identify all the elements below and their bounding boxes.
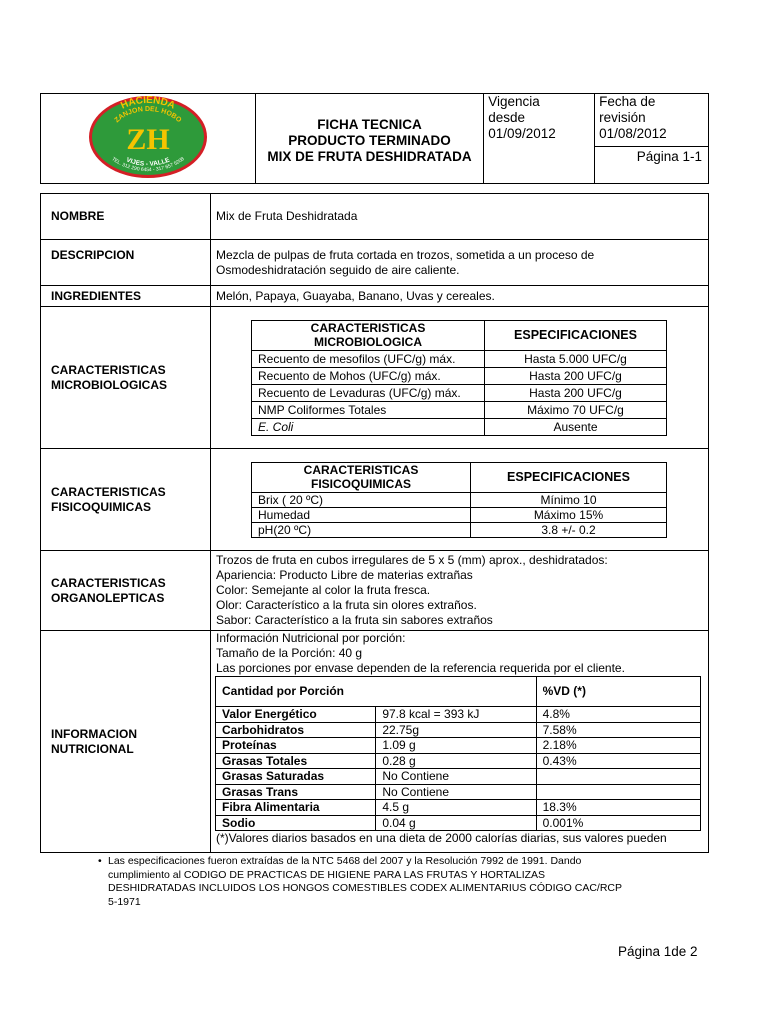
table-row [216,753,701,769]
fisico-label-line1: CARACTERISTICAS [51,484,166,499]
nutricional-intro-line: Información Nutricional por porción: [216,631,406,645]
nutrient-amount: 1.09 g [376,738,536,754]
nutrient-amount: 0.04 g [376,815,536,831]
table-row [252,522,667,537]
nutricional-cell [211,631,709,853]
footer-note-line2: cumplimiento al CODIGO DE PRACTICAS DE HIGIENE PARA LAS FRUTAS Y HORTALIZAS [108,868,546,881]
micro-name: Recuento de Levaduras (UFC/g) máx. [252,384,485,401]
table-row [252,384,667,401]
organo-line: Trozos de fruta en cubos irregulares de 5 x 5 (mm) aprox., deshidratados: [216,553,608,567]
row-fisico [41,449,709,551]
nutrient-amount: 4.5 g [376,800,536,816]
nutrient-amount: No Contiene [376,784,536,800]
row-nutricional [41,631,709,853]
nutrient-vd: 0.43% [536,753,700,769]
logo-phone-text: TEL. 312 290 6454 - 317 657 5208 [110,156,186,174]
revision-date: 01/08/2012 [599,126,667,141]
document-title [255,94,484,184]
micro-head-col1-line1: CARACTERISTICAS [310,321,426,335]
vigencia-cell [484,94,595,184]
logo-top-text2: ZANJON DEL HOBO [113,105,183,125]
descripcion-label: DESCRIPCION [41,240,211,286]
micro-spec: Ausente [485,418,667,435]
micro-rows [252,350,667,435]
row-micro [41,307,709,449]
page-label: Página 1-1 [595,146,709,184]
organo-line: Sabor: Característico a la fruta sin sabores extraños [216,613,493,627]
micro-head-col1 [252,320,485,350]
micro-head-col1-line2: MICROBIOLOGICA [314,335,422,349]
micro-name: Recuento de Mohos (UFC/g) máx. [252,367,485,384]
nutrient-vd: 0.001% [536,815,700,831]
fisico-spec: 3.8 +/- 0.2 [471,522,667,537]
micro-name: Recuento de mesofilos (UFC/g) máx. [252,350,485,367]
title-line3: MIX DE FRUTA DESHIDRATADA [267,149,472,164]
fisico-cell [211,449,709,551]
fisico-spec: Mínimo 10 [471,492,667,507]
bullet-icon: • [98,855,102,867]
nutrition-head-row [216,677,701,707]
table-row [252,401,667,418]
title-line2: PRODUCTO TERMINADO [288,133,451,148]
table-row [216,815,701,831]
footer-note-line3: DESHIDRATADAS INCLUIDOS LOS HONGOS COMESTIBLES CODEX ALIMENTARIUS CÓDIGO CAC/RCP [108,882,623,894]
micro-head-col2: ESPECIFICACIONES [485,320,667,350]
hacienda-logo [87,94,209,180]
micro-spec: Hasta 200 UFC/g [485,367,667,384]
nutrient-name: Proteínas [216,738,376,754]
micro-label-line2: MICROBIOLOGICAS [51,377,167,392]
micro-name: E. Coli [252,418,485,435]
organo-line: Olor: Característico a la fruta sin olores extraños. [216,598,477,612]
nutrition-head-col1: Cantidad por Porción [216,677,537,707]
nutrient-name: Carbohidratos [216,722,376,738]
nutrient-name: Sodio [216,815,376,831]
nutricional-label-line1: INFORMACION [51,726,137,741]
table-row [216,722,701,738]
nombre-label: NOMBRE [41,194,211,240]
row-nombre [41,194,709,240]
header-table [40,93,709,184]
descripcion-value [211,240,709,286]
nutricional-intro [211,631,708,676]
micro-cell [211,307,709,449]
vigencia-date: 01/09/2012 [488,126,556,141]
vigencia-label2: desde [488,110,526,125]
ingredientes-value: Melón, Papaya, Guayaba, Banano, Uvas y cereales. [211,286,709,307]
fisico-table [251,462,667,538]
title-line1: FICHA TECNICA [317,117,422,132]
nutrient-name: Grasas Trans [216,784,376,800]
nutrient-name: Valor Energético [216,707,376,723]
nutrient-vd: 7.58% [536,722,700,738]
fisico-name: pH(20 ºC) [252,522,471,537]
table-row [252,492,667,507]
table-row [252,350,667,367]
nutrient-vd: 4.8% [536,707,700,723]
descripcion-line1: Mezcla de pulpas de fruta cortada en trozos, sometida a un proceso de [216,247,595,262]
organo-line: Color: Semejante al color la fruta fresca. [216,583,431,597]
nutrient-amount: 22.75g [376,722,536,738]
micro-name: NMP Coliformes Totales [252,401,485,418]
revision-label1: Fecha de [599,94,656,109]
fisico-head-col1 [252,462,471,492]
nombre-value: Mix de Fruta Deshidratada [211,194,709,240]
organo-label [41,551,211,631]
table-row [216,769,701,785]
table-row [252,507,667,522]
table-row [216,784,701,800]
row-ingredientes [41,286,709,307]
nutricional-intro-line: Tamaño de la Porción: 40 g [216,646,363,660]
nutrition-head-col3: %VD (*) [536,677,700,707]
fisico-head-col1-line1: CARACTERISTICAS [303,463,419,477]
micro-head-row [252,320,667,350]
logo-initials: ZH [126,123,170,156]
ingredientes-label: INGREDIENTES [41,286,211,307]
fisico-label-line2: FISICOQUIMICAS [51,499,152,514]
nutrient-name: Grasas Totales [216,753,376,769]
spec-table [40,193,709,853]
micro-spec: Máximo 70 UFC/g [485,401,667,418]
fisico-spec: Máximo 15% [471,507,667,522]
organo-label-line1: CARACTERISTICAS [51,575,166,590]
nutrient-amount: 0.28 g [376,753,536,769]
micro-table [251,320,667,436]
nutrient-amount: 97.8 kcal = 393 kJ [376,707,536,723]
footer-note [98,855,708,909]
revision-cell [595,94,709,147]
organo-line: Apariencia: Producto Libre de materias extrañas [216,568,473,582]
nutrient-vd [536,784,700,800]
fisico-head-row [252,462,667,492]
fisico-name: Humedad [252,507,471,522]
nutrition-footnote: (*)Valores diarios basados en una dieta de 2000 calorías diarias, sus valores pueden [216,831,667,845]
micro-label [41,307,211,449]
organo-text [211,551,709,631]
micro-spec: Hasta 200 UFC/g [485,384,667,401]
fisico-head-col1-line2: FISICOQUIMICAS [310,477,411,491]
nutricional-label-line2: NUTRICIONAL [51,741,134,756]
fisico-head-col2: ESPECIFICACIONES [471,462,667,492]
descripcion-line2: Osmodeshidratación seguido de aire caliente. [216,262,460,277]
page-footer: Página 1de 2 [618,944,698,959]
nutrient-vd: 2.18% [536,738,700,754]
table-row [252,367,667,384]
nutrient-name: Grasas Saturadas [216,769,376,785]
fisico-label [41,449,211,551]
organo-label-line2: ORGANOLEPTICAS [51,590,165,605]
footer-note-line4: 5-1971 [108,895,141,908]
micro-spec: Hasta 5.000 UFC/g [485,350,667,367]
fisico-name: Brix ( 20 ºC) [252,492,471,507]
row-descripcion [41,240,709,286]
micro-label-line1: CARACTERISTICAS [51,362,166,377]
table-row [216,707,701,723]
nutrient-vd: 18.3% [536,800,700,816]
table-row [252,418,667,435]
logo-top-text: HACIENDA [119,94,177,112]
nutrient-name: Fibra Alimentaria [216,800,376,816]
nutricional-intro-line: Las porciones por envase dependen de la referencia requerida por el cliente. [216,661,625,675]
row-organo [41,551,709,631]
vigencia-label1: Vigencia [488,94,540,109]
logo-bottom-text: VIJES - VALLE [125,156,171,168]
logo-cell [41,94,256,184]
nutrient-amount: No Contiene [376,769,536,785]
footer-note-line1: Las especificaciones fueron extraídas de la NTC 5468 del 2007 y la Resolución 7992 de 1991. Dando [108,855,582,867]
nutrient-vd [536,769,700,785]
nutrition-table [215,676,701,831]
nutricional-label [41,631,211,853]
table-row [216,800,701,816]
table-row [216,738,701,754]
revision-label2: revisión [599,110,646,125]
